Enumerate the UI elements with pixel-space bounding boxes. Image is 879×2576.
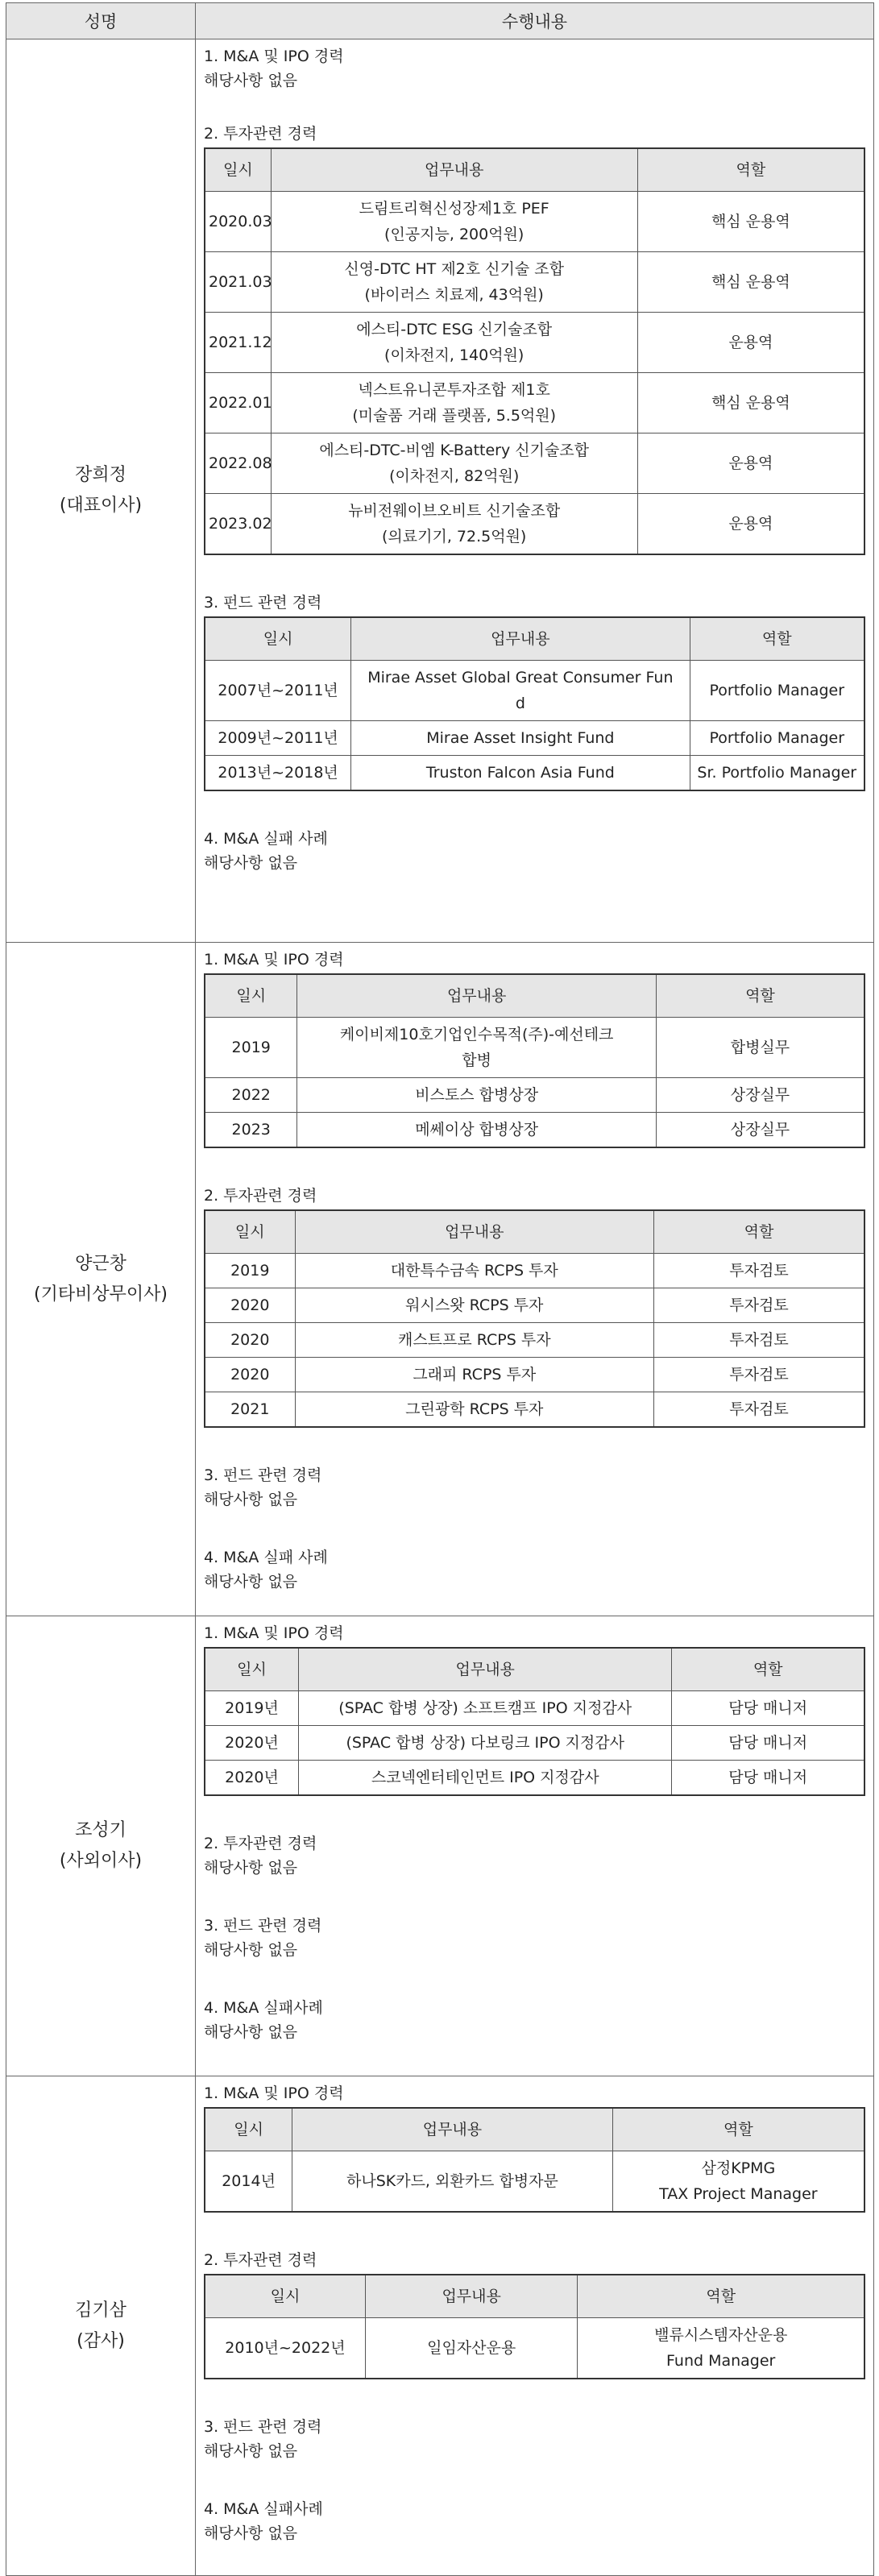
table-row: [205, 252, 864, 313]
table-cell: 담당 매니저: [672, 1761, 864, 1796]
person-content-cell: [196, 943, 874, 1616]
person-content-cell: [196, 2076, 874, 2576]
table-row: [205, 192, 864, 252]
subtable-col-header: 업무내용: [271, 148, 637, 192]
table-cell: 2013년~2018년: [205, 756, 351, 791]
table-row: [205, 313, 864, 373]
table-cell: Sr. Portfolio Manager: [690, 756, 864, 791]
header-name: 성명: [6, 3, 196, 39]
table-cell: Portfolio Manager: [690, 661, 864, 721]
table-row: [205, 1761, 864, 1796]
person-row: [6, 1616, 874, 2076]
table-cell: 2023: [205, 1113, 297, 1148]
section-title: 3. 펀드 관련 경력: [204, 2418, 322, 2436]
subtable-col-header: 업무내용: [351, 617, 690, 661]
subtable-col-header: 업무내용: [365, 2275, 578, 2318]
section-title: 1. M&A 및 IPO 경력: [204, 951, 344, 969]
section-title: 3. 펀드 관련 경력: [204, 594, 322, 612]
career-subtable: [204, 1209, 865, 1428]
table-cell: 비스토스 합병상장: [297, 1078, 656, 1113]
person-row: [6, 2076, 874, 2576]
subtable-header: [205, 1648, 864, 1691]
section-title: 1. M&A 및 IPO 경력: [204, 2084, 344, 2102]
table-cell: 담당 매니저: [672, 1726, 864, 1761]
table-row: [205, 661, 864, 721]
table-cell: 2023.02: [205, 494, 271, 555]
table-cell: 2019: [205, 1254, 295, 1288]
table-cell: 2020년: [205, 1761, 299, 1796]
table-cell: 그린광학 RCPS 투자: [295, 1392, 653, 1428]
table-cell: 캐스트프로 RCPS 투자: [295, 1323, 653, 1358]
person-name-cell: [6, 39, 196, 943]
table-cell: 핵심 운용역: [637, 373, 864, 433]
subtable-header: [205, 974, 864, 1018]
person-name-cell: [6, 943, 196, 1616]
table-cell: 2021.12: [205, 313, 271, 373]
section-title: 1. M&A 및 IPO 경력: [204, 48, 344, 65]
section-title: 2. 투자관련 경력: [204, 125, 317, 143]
person-name-cell: [6, 1616, 196, 2076]
table-cell: 2020년: [205, 1726, 299, 1761]
table-cell: 2022.08: [205, 433, 271, 494]
table-cell: Portfolio Manager: [690, 721, 864, 756]
table-cell: 워시스왓 RCPS 투자: [295, 1288, 653, 1323]
table-row: [205, 433, 864, 494]
table-row: [205, 1078, 864, 1113]
table-cell: 메쎄이상 합병상장: [297, 1113, 656, 1148]
subtable-col-header: 일시: [205, 1210, 295, 1254]
table-cell: 2014년: [205, 2151, 292, 2213]
subtable-col-header: 역할: [690, 617, 864, 661]
person-name: 조성기: [75, 1820, 126, 1840]
section-title: 4. M&A 실패사례: [204, 2500, 323, 2518]
table-cell: 스코넥엔터테인먼트 IPO 지정감사: [299, 1761, 672, 1796]
subtable-header: [205, 2108, 864, 2151]
career-table: [6, 2, 874, 2576]
subtable-col-header: 일시: [205, 2108, 292, 2151]
subtable-col-header: 역할: [637, 148, 864, 192]
subtable-header: [205, 617, 864, 661]
subtable-col-header: 업무내용: [299, 1648, 672, 1691]
table-cell: 밸류시스템자산운용 Fund Manager: [578, 2318, 864, 2379]
person-content-cell: [196, 39, 874, 943]
career-subtable: [204, 973, 865, 1148]
none-text: 해당사항 없음: [204, 2442, 298, 2460]
table-cell: 하나SK카드, 외환카드 합병자문: [292, 2151, 613, 2213]
table-row: [205, 1726, 864, 1761]
section-title: 3. 펀드 관련 경력: [204, 1917, 322, 1935]
person-name: 양근창: [75, 1253, 126, 1274]
section-title: 4. M&A 실패 사례: [204, 1549, 328, 1566]
table-cell: 일임자산운용: [365, 2318, 578, 2379]
career-subtable: [204, 1647, 865, 1796]
table-cell: 2021: [205, 1392, 295, 1428]
table-cell: 대한특수금속 RCPS 투자: [295, 1254, 653, 1288]
header-row: [6, 3, 874, 39]
person-name: 김기삼: [75, 2300, 126, 2321]
table-cell: 상장실무: [656, 1113, 864, 1148]
subtable-col-header: 역할: [578, 2275, 864, 2318]
table-cell: 넥스트유니콘투자조합 제1호 (미술품 거래 플랫폼, 5.5억원): [271, 373, 637, 433]
subtable-col-header: 일시: [205, 148, 271, 192]
table-row: [205, 1113, 864, 1148]
subtable-header: [205, 2275, 864, 2318]
table-row: [205, 1288, 864, 1323]
table-row: [205, 373, 864, 433]
none-text: 해당사항 없음: [204, 854, 298, 872]
table-cell: 2022.01: [205, 373, 271, 433]
table-cell: 2019: [205, 1018, 297, 1078]
subtable-col-header: 역할: [672, 1648, 864, 1691]
career-subtable: [204, 2107, 865, 2213]
none-text: 해당사항 없음: [204, 1859, 298, 1877]
table-cell: 투자검토: [653, 1392, 864, 1428]
table-row: [205, 1392, 864, 1428]
table-cell: 투자검토: [653, 1358, 864, 1392]
table-cell: (SPAC 합병 상장) 소프트캠프 IPO 지정감사: [299, 1691, 672, 1726]
table-cell: 2020.03: [205, 192, 271, 252]
table-cell: 드림트리혁신성장제1호 PEF (인공지능, 200억원): [271, 192, 637, 252]
person-row: [6, 39, 874, 943]
person-title: (감사): [77, 2330, 125, 2351]
none-text: 해당사항 없음: [204, 2524, 298, 2542]
table-cell: 2020: [205, 1358, 295, 1392]
table-cell: 2020: [205, 1323, 295, 1358]
table-cell: 투자검토: [653, 1288, 864, 1323]
table-cell: 삼정KPMG TAX Project Manager: [612, 2151, 864, 2213]
subtable-col-header: 업무내용: [295, 1210, 653, 1254]
person-title: (사외이사): [59, 1851, 143, 1871]
table-cell: 신영-DTC HT 제2호 신기술 조합 (바이러스 치료제, 43억원): [271, 252, 637, 313]
section-title: 3. 펀드 관련 경력: [204, 1466, 322, 1484]
subtable-col-header: 업무내용: [297, 974, 656, 1018]
section-title: 1. M&A 및 IPO 경력: [204, 1624, 344, 1642]
table-cell: 2009년~2011년: [205, 721, 351, 756]
table-cell: 뉴비전웨이브오비트 신기술조합 (의료기기, 72.5억원): [271, 494, 637, 555]
person-title: (대표이사): [59, 496, 143, 516]
subtable-col-header: 일시: [205, 1648, 299, 1691]
header-content: 수행내용: [196, 3, 874, 39]
table-row: [205, 1691, 864, 1726]
table-cell: 에스티-DTC-비엠 K-Battery 신기술조합 (이차전지, 82억원): [271, 433, 637, 494]
table-row: [205, 1018, 864, 1078]
table-cell: 에스티-DTC ESG 신기술조합 (이차전지, 140억원): [271, 313, 637, 373]
table-cell: Mirae Asset Global Great Consumer Fun d: [351, 661, 690, 721]
none-text: 해당사항 없음: [204, 1573, 298, 1591]
table-row: [205, 494, 864, 555]
subtable-col-header: 업무내용: [292, 2108, 613, 2151]
table-cell: 운용역: [637, 494, 864, 555]
table-cell: 담당 매니저: [672, 1691, 864, 1726]
subtable-header: [205, 1210, 864, 1254]
table-row: [205, 756, 864, 791]
table-cell: (SPAC 합병 상장) 다보링크 IPO 지정감사: [299, 1726, 672, 1761]
subtable-col-header: 역할: [656, 974, 864, 1018]
table-cell: 운용역: [637, 313, 864, 373]
table-cell: 케이비제10호기업인수목적(주)-예선테크 합병: [297, 1018, 656, 1078]
subtable-col-header: 일시: [205, 617, 351, 661]
section-title: 2. 투자관련 경력: [204, 2251, 317, 2269]
table-cell: 합병실무: [656, 1018, 864, 1078]
person-name-cell: [6, 2076, 196, 2576]
career-subtable: [204, 2274, 865, 2379]
table-cell: 상장실무: [656, 1078, 864, 1113]
person-name: 장희정: [75, 465, 126, 485]
table-row: [205, 721, 864, 756]
table-cell: 그래피 RCPS 투자: [295, 1358, 653, 1392]
none-text: 해당사항 없음: [204, 72, 298, 89]
person-title: (기타비상무이사): [34, 1284, 168, 1305]
table-cell: 운용역: [637, 433, 864, 494]
table-cell: 핵심 운용역: [637, 192, 864, 252]
table-cell: 2021.03: [205, 252, 271, 313]
table-cell: 2019년: [205, 1691, 299, 1726]
table-cell: 2022: [205, 1078, 297, 1113]
none-text: 해당사항 없음: [204, 1491, 298, 1508]
section-title: 2. 투자관련 경력: [204, 1187, 317, 1205]
section-title: 4. M&A 실패사례: [204, 1999, 323, 2017]
section-title: 4. M&A 실패 사례: [204, 830, 328, 848]
table-row: [205, 1254, 864, 1288]
table-cell: 2020: [205, 1288, 295, 1323]
career-subtable: [204, 147, 865, 555]
table-row: [205, 1358, 864, 1392]
table-row: [205, 2151, 864, 2213]
table-cell: Mirae Asset Insight Fund: [351, 721, 690, 756]
person-row: [6, 943, 874, 1616]
subtable-col-header: 역할: [653, 1210, 864, 1254]
subtable-col-header: 일시: [205, 2275, 365, 2318]
career-subtable: [204, 616, 865, 791]
table-cell: 투자검토: [653, 1323, 864, 1358]
none-text: 해당사항 없음: [204, 1941, 298, 1959]
subtable-col-header: 일시: [205, 974, 297, 1018]
table-cell: 2007년~2011년: [205, 661, 351, 721]
table-cell: 핵심 운용역: [637, 252, 864, 313]
none-text: 해당사항 없음: [204, 2023, 298, 2041]
table-cell: 2010년~2022년: [205, 2318, 365, 2379]
subtable-header: [205, 148, 864, 192]
table-cell: Truston Falcon Asia Fund: [351, 756, 690, 791]
section-title: 2. 투자관련 경력: [204, 1835, 317, 1852]
table-row: [205, 2318, 864, 2379]
table-cell: 투자검토: [653, 1254, 864, 1288]
subtable-col-header: 역할: [612, 2108, 864, 2151]
table-row: [205, 1323, 864, 1358]
person-content-cell: [196, 1616, 874, 2076]
